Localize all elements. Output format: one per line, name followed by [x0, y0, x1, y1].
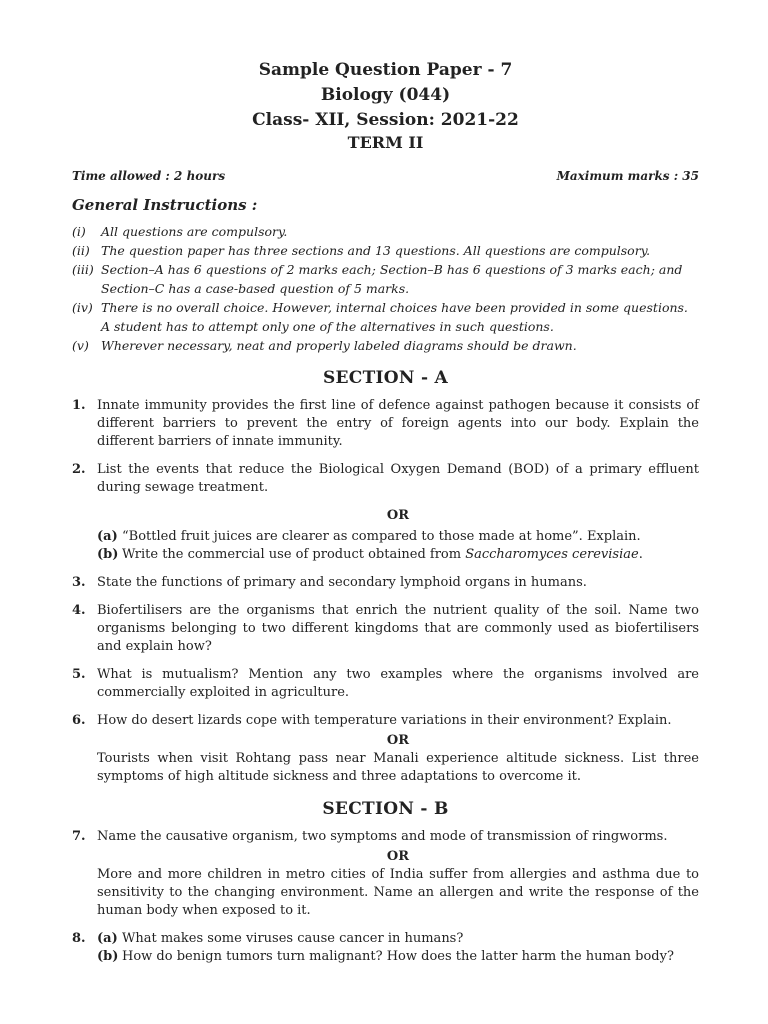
question-body — [97, 712, 699, 786]
question-number: 2. — [72, 462, 86, 477]
sub-question-a — [97, 930, 699, 948]
instruction-number: (iv) — [72, 300, 93, 315]
instruction-number: (iii) — [72, 262, 94, 277]
sub-text-suffix: . — [638, 547, 643, 562]
instructions-heading: General Instructions : — [72, 196, 258, 214]
instruction-number: (ii) — [72, 243, 90, 258]
question-3 — [72, 574, 699, 592]
maximum-marks: Maximum marks : 35 — [556, 169, 699, 183]
class-session: Class- XII, Session: 2021-22 — [252, 110, 519, 130]
instruction-item — [72, 298, 699, 336]
sub-question-b — [97, 948, 699, 966]
section-b-heading: SECTION - B — [322, 799, 449, 819]
question-number: 4. — [72, 603, 86, 618]
question-body — [97, 461, 699, 564]
paper-title: Sample Question Paper - 7 — [258, 60, 513, 80]
question-number: 7. — [72, 829, 86, 844]
question-body — [97, 828, 699, 920]
question-6 — [72, 712, 699, 786]
instruction-text: Wherever necessary, neat and properly labeled diagrams should be drawn. — [101, 338, 577, 353]
question-text: List the events that reduce the Biological Oxygen Demand (BOD) of a primary effluent during sewage treatment. — [97, 462, 699, 495]
instruction-text: Section–A has 6 questions of 2 marks each; Section–B has 6 questions of 3 marks each; and Section–C has a case-based question of 5 marks. — [101, 262, 683, 296]
question-number: 1. — [72, 398, 86, 413]
term-label: TERM II — [347, 133, 424, 152]
or-divider: OR — [386, 849, 410, 864]
question-2 — [72, 461, 699, 564]
sub-text: “Bottled fruit juices are clearer as compared to those made at home”. Explain. — [122, 529, 641, 544]
question-7 — [72, 828, 699, 920]
instruction-text: The question paper has three sections and 13 questions. All questions are compulsory. — [101, 243, 651, 258]
sub-label: (b) — [97, 547, 119, 562]
sub-text: How do benign tumors turn malignant? How does the latter harm the human body? — [122, 949, 674, 964]
question-text: How do desert lizards cope with temperature variations in their environment? Explain. — [97, 713, 672, 728]
question-body — [97, 930, 699, 966]
instruction-item — [72, 336, 699, 355]
time-allowed: Time allowed : 2 hours — [72, 169, 226, 183]
instruction-text: There is no overall choice. However, internal choices have been provided in some questions. A student has to attempt only one of the alternatives in such questions. — [101, 300, 688, 334]
sub-text: What makes some viruses cause cancer in humans? — [122, 931, 464, 946]
alternative-question: Tourists when visit Rohtang pass near Manali experience altitude sickness. List three symptoms of high altitude sickness and three adaptations to overcome it. — [97, 751, 699, 784]
instruction-number: (i) — [72, 224, 86, 239]
instruction-item — [72, 260, 699, 298]
question-5 — [72, 666, 699, 702]
meta-row — [72, 167, 699, 185]
question-text: State the functions of primary and secondary lymphoid organs in humans. — [97, 575, 587, 590]
question-4 — [72, 602, 699, 656]
sub-label: (a) — [97, 529, 118, 544]
alternative-question: More and more children in metro cities of India suffer from allergies and asthma due to sensitivity to the changing environment. Name an allergen and write the response of the human body when exposed to it. — [97, 867, 699, 918]
or-divider: OR — [386, 508, 410, 523]
question-text: Innate immunity provides the first line of defence against pathogen because it consists of different barriers to prevent the entry of foreign agents into our body. Explain the different barriers of innate immunity. — [97, 398, 699, 449]
question-number: 5. — [72, 667, 86, 682]
instruction-text: All questions are compulsory. — [101, 224, 288, 239]
instruction-item — [72, 241, 699, 260]
question-8 — [72, 930, 699, 966]
or-divider: OR — [386, 733, 410, 748]
question-text: What is mutualism? Mention any two examples where the organisms involved are commercially exploited in agriculture. — [97, 667, 699, 700]
question-number: 3. — [72, 575, 86, 590]
sub-text — [122, 546, 643, 564]
question-text: Name the causative organism, two symptoms and mode of transmission of ringworms. — [97, 829, 668, 844]
sub-text-prefix: Write the commercial use of product obtained from — [122, 547, 466, 562]
question-paper — [72, 58, 699, 976]
instruction-number: (v) — [72, 338, 89, 353]
question-number: 6. — [72, 713, 86, 728]
question-number: 8. — [72, 931, 86, 946]
sub-label: (a) — [97, 931, 118, 946]
species-name: Saccharomyces cerevisiae — [465, 547, 639, 562]
question-text: Biofertilisers are the organisms that enrich the nutrient quality of the soil. Name two organisms belonging to two different kingdoms that are commonly used as biofertilisers and explain how? — [97, 603, 699, 654]
subject-title: Biology (044) — [320, 85, 451, 105]
section-a-heading: SECTION - A — [322, 368, 449, 388]
sub-label: (b) — [97, 949, 119, 964]
instruction-item — [72, 222, 699, 241]
sub-question-b — [97, 546, 699, 564]
instructions-list — [72, 222, 699, 355]
sub-question-a — [97, 528, 699, 546]
question-1 — [72, 397, 699, 451]
